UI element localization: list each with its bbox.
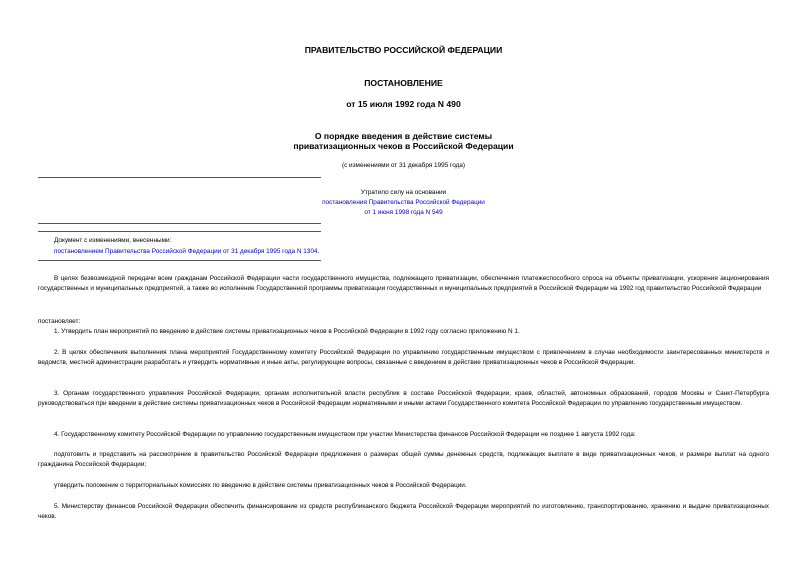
amendments-note: (с изменениями от 31 декабря 1995 года) bbox=[341, 162, 466, 169]
document-type: ПОСТАНОВЛЕНИЕ bbox=[364, 78, 443, 88]
title-line-2: приватизационных чеков в Российской Федерации bbox=[293, 141, 514, 151]
divider bbox=[38, 231, 321, 232]
document-title bbox=[0, 131, 807, 151]
paragraph-5: 5. Министерству финансов Российской Федерации обеспечить финансирование из средств республиканского бюджета Российской Федерации мероприятий по изготовлению, транспортированию, хранению и выдаче приватизационных чеков. bbox=[38, 503, 769, 520]
changes-link[interactable]: постановлением Правительства Российской Федерации от 31 декабря 1995 года N 1304. bbox=[54, 248, 320, 255]
paragraph-4b: утвердить положение о территориальных комиссиях по введению в действие системы приватизационных чеков в Российской Федерации. bbox=[54, 482, 467, 489]
intro-paragraph: В целях безвозмездной передачи всем гражданам Российской Федерации части государственного имущества, подлежащего приватизации, обеспечения платежеспособного спроса на объекты приватизации, ускорения акционирования государственных и муниципальных предприятий, а также во исполнение Государственной программы приватизации государственных и муниципальных предприятий в Российской Федерации на 1992 год правительство Российской Федерации bbox=[38, 275, 769, 292]
divider bbox=[38, 177, 321, 178]
repeal-link[interactable]: постановления Правительства Российской Федерации bbox=[322, 199, 485, 206]
decree-word: постановляет: bbox=[38, 318, 81, 325]
paragraph-4: 4. Государственному комитету Российской Федерации по управлению государственным имуществом при участии Министерства финансов Российской Федерации не позднее 1 августа 1992 года: bbox=[54, 431, 636, 438]
repeal-notice bbox=[301, 188, 506, 218]
document-date-number: от 15 июля 1992 года N 490 bbox=[346, 99, 461, 109]
repeal-link-date[interactable]: от 1 июня 1998 года N 549 bbox=[364, 209, 443, 216]
title-line-1: О порядке введения в действие системы bbox=[314, 131, 493, 141]
paragraph-4a: подготовить и представить на рассмотрение в правительство Российской Федерации предложения о размерах общей суммы денежных средств, подлежащих выплате в виде приватизационных чеков, и размере выплат на одного гражданина Российской Федерации; bbox=[38, 451, 769, 468]
divider bbox=[38, 260, 321, 261]
changes-label: Документ с изменениями, внесенными: bbox=[54, 237, 172, 244]
government-heading: ПРАВИТЕЛЬСТВО РОССИЙСКОЙ ФЕДЕРАЦИИ bbox=[304, 45, 503, 55]
divider bbox=[38, 223, 321, 224]
paragraph-1: 1. Утвердить план мероприятий по введению в действие системы приватизационных чеков в Российской Федерации в 1992 году согласно приложению N 1. bbox=[54, 328, 520, 335]
repeal-line-1: Утратило силу на основании bbox=[360, 189, 447, 196]
paragraph-2: 2. В целях обеспечения выполнения плана мероприятий Государственному комитету Российской Федерации по управлению государственным имуществом с привлечением в случае необходимости заинтересованных министерств и ведомств, местной администрации разработать и утвердить нормативные и иные акты, регулирующие вопросы, связанные с введением в действие приватизационных чеков в Российской Федерации. bbox=[38, 349, 769, 366]
paragraph-3: 3. Органам государственного управления Российской Федерации, органам исполнительной власти республик в составе Российской Федерации, краев, областей, автономных образований, городов Москвы и Санкт-Петербурга руководствоваться при введении в действие системы приватизационных чеков в Российской Федерации нормативными и иными актами Государственного комитета Российской Федерации по управлению государственным имуществом. bbox=[38, 390, 769, 407]
